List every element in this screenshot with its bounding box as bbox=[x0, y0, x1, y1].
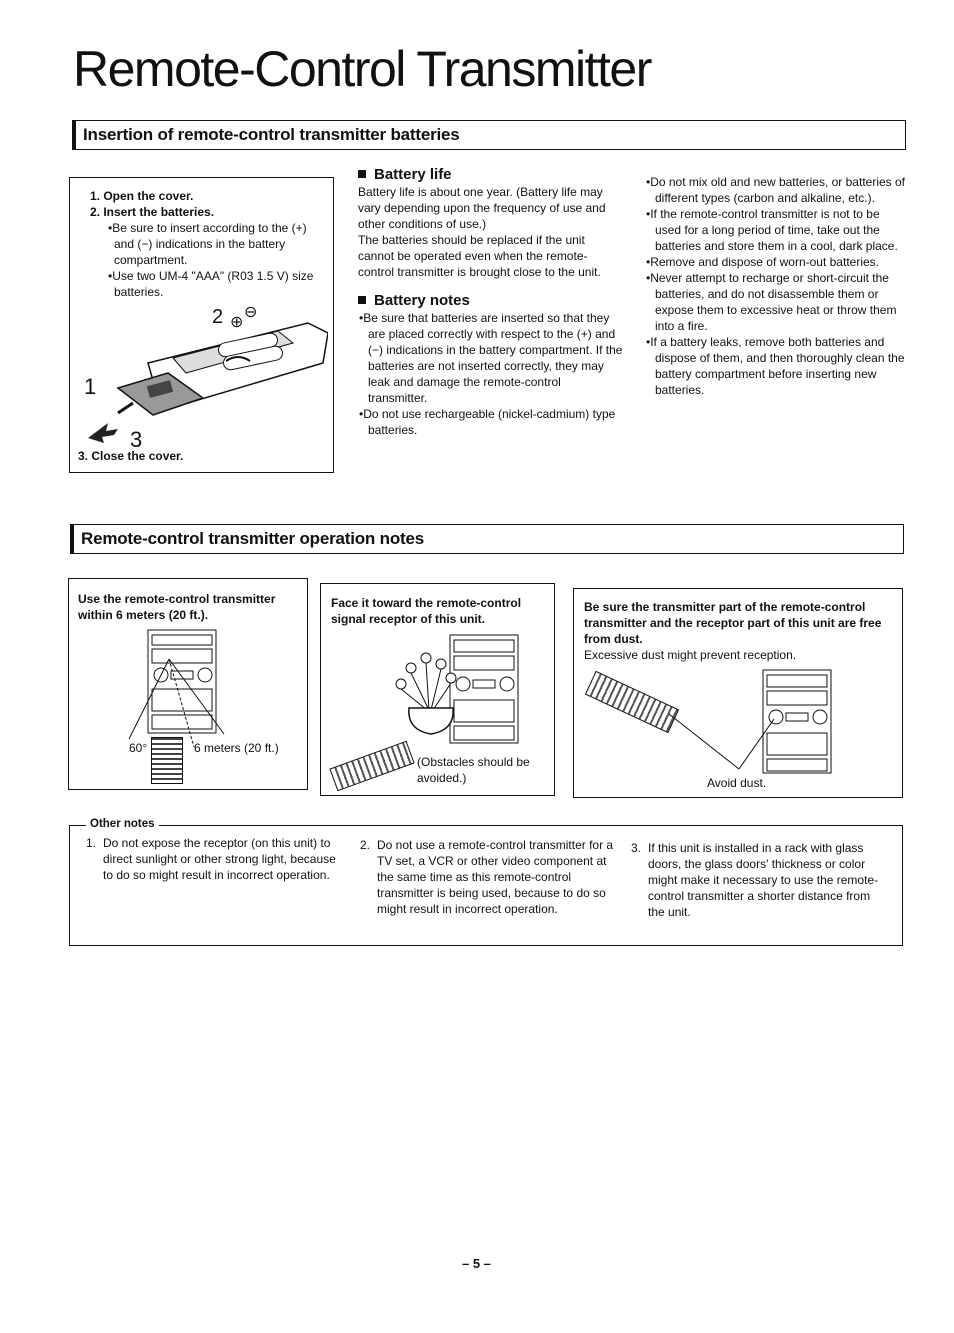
right-note-5: •If a battery leaks, remove both batteries and dispose of them, and then thoroughly clean the battery compartment before inserting new batteries. bbox=[646, 335, 905, 397]
other-note-1-number: 1. bbox=[86, 836, 97, 850]
aim-text: Face it toward the remote-control signal receptor of this unit. bbox=[331, 596, 522, 626]
right-note-3: •Remove and dispose of worn-out batteries. bbox=[646, 255, 879, 269]
page-number: – 5 – bbox=[462, 1256, 491, 1271]
other-note-3-number: 3. bbox=[631, 841, 642, 855]
battery-notes-heading: Battery notes bbox=[358, 292, 623, 310]
other-note-2-number: 2. bbox=[360, 838, 371, 852]
battery-life-text-2: The batteries should be replaced if the unit cannot be operated even when the remote-control transmitter is brought close to the unit. bbox=[358, 233, 601, 279]
step-insert-batteries: 2. Insert the batteries. bbox=[90, 205, 215, 219]
other-note-2-text: Do not use a remote-control transmitter for a TV set, a VCR or other video component at the same time as this remote-control transmitter is being used, because to do so might result in incorrect operation. bbox=[377, 838, 614, 916]
minus-mark-icon: ⊖ bbox=[244, 304, 258, 321]
distance-box bbox=[68, 578, 308, 790]
page-title: Remote-Control Transmitter bbox=[73, 41, 651, 97]
right-note-1: •Do not mix old and new batteries, or batteries of different types (carbon and alkaline, etc.). bbox=[646, 175, 906, 205]
section-heading-operation-text: Remote-control transmitter operation notes bbox=[81, 529, 424, 548]
illustration-label-3: 3 bbox=[130, 427, 143, 452]
distance-text: Use the remote-control transmitter within 6 meters (20 ft.). bbox=[78, 592, 276, 622]
dust-pointer-lines bbox=[664, 709, 784, 779]
aim-box bbox=[320, 583, 555, 796]
other-notes-heading: Other notes bbox=[86, 816, 159, 832]
remote-icon bbox=[151, 737, 183, 784]
right-note-2: •If the remote-control transmitter is not to be used for a long period of time, take out the batteries and store them in a cool, dark place. bbox=[646, 207, 898, 253]
step-close-cover: 3. Close the cover. bbox=[78, 449, 184, 463]
section-heading-batteries bbox=[72, 120, 906, 150]
battery-notes-bullet-1: •Be sure that batteries are inserted so that they are placed correctly with respect to the (+) and (−) indications in the battery compartment. If the batteries are not inserted correctly, they may leak and damage the remote-control transmitter. bbox=[359, 311, 623, 405]
dust-bold-text: Be sure the transmitter part of the remote-control transmitter and the receptor part of this unit are free from dust. bbox=[584, 600, 882, 646]
other-note-1-text: Do not expose the receptor (on this unit) to direct sunlight or other strong light, because to do so might result in incorrect operation. bbox=[103, 836, 336, 882]
square-bullet-icon bbox=[358, 170, 366, 178]
step-open-cover: 1. Open the cover. bbox=[90, 189, 194, 203]
dust-text: Excessive dust might prevent reception. bbox=[584, 648, 797, 662]
section-heading-batteries-text: Insertion of remote-control transmitter batteries bbox=[83, 125, 460, 144]
other-note-2 bbox=[360, 837, 616, 917]
other-note-1 bbox=[86, 835, 343, 883]
other-note-3 bbox=[631, 840, 887, 920]
illustration-label-2: 2 bbox=[212, 306, 224, 328]
distance-label: 6 meters (20 ft.) bbox=[194, 741, 279, 755]
plus-mark-icon: ⊕ bbox=[230, 314, 244, 331]
section-heading-operation bbox=[70, 524, 904, 554]
remote-icon bbox=[329, 741, 414, 792]
other-note-3-text: If this unit is installed in a rack with glass doors, the glass doors' thickness or color might make it necessary to use the remote-control transmitter a shorter distance from the unit. bbox=[648, 841, 879, 919]
battery-insertion-illustration bbox=[78, 303, 328, 443]
illustration-label-1: 1 bbox=[84, 374, 97, 399]
square-bullet-icon bbox=[358, 296, 366, 304]
obstacles-caption: (Obstacles should be avoided.) bbox=[417, 755, 530, 785]
right-note-4: •Never attempt to recharge or short-circuit the batteries, and do not disassemble them or expose them to excessive heat or throw them into a fire. bbox=[646, 271, 897, 333]
battery-life-heading: Battery life bbox=[358, 166, 623, 184]
avoid-dust-caption: Avoid dust. bbox=[707, 776, 767, 790]
dust-box bbox=[573, 588, 903, 798]
bullet-insert-orientation: •Be sure to insert according to the (+) and (−) indications in the battery compartment. bbox=[108, 221, 307, 267]
angle-label: 60° bbox=[129, 741, 148, 755]
battery-life-text-1: Battery life is about one year. (Battery life may vary depending upon the frequency of use and other conditions of use.) bbox=[358, 185, 606, 231]
bullet-battery-type: •Use two UM-4 "AAA" (R03 1.5 V) size batteries. bbox=[108, 269, 314, 299]
battery-notes-bullet-2: •Do not use rechargeable (nickel-cadmium) type batteries. bbox=[359, 407, 616, 437]
battery-steps-box bbox=[69, 177, 334, 473]
flower-vase-obstacle-illustration bbox=[391, 650, 471, 740]
